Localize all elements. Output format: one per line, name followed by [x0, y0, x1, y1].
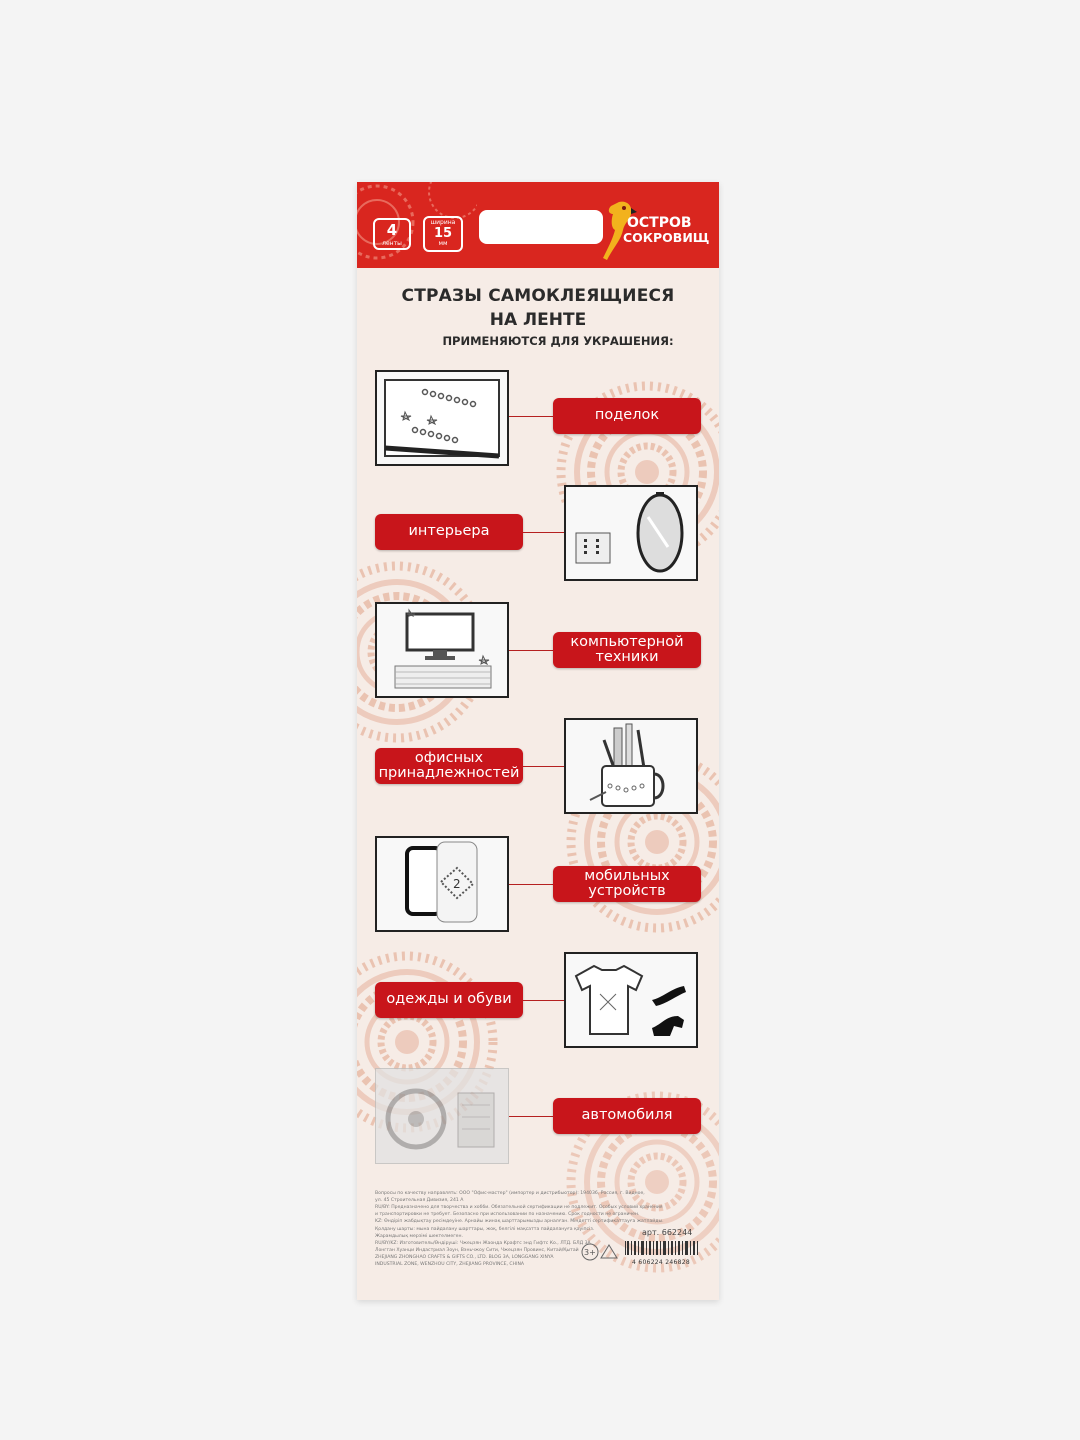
fine-print-line: Вопросы по качеству направлять: ООО "Офис-мастер" (импортер и дистрибьютор): 194036, Россия, г. Видное, — [375, 1191, 645, 1196]
width-caption: ширина — [430, 219, 456, 226]
use-label-interior: интерьера — [375, 514, 523, 550]
product-card — [357, 182, 719, 1300]
mobile-image — [375, 836, 509, 932]
interior-image — [564, 485, 698, 581]
ribbons-unit: ленты — [382, 240, 402, 247]
fine-print-line: и транспортировки не требует. Безопасно при использовании по назначению. Срок годности не ограничен. — [375, 1212, 640, 1218]
fine-print-line: RU/BY: Предназначено для творчества и хобби. Обязательной сертификации не подлежит. Особых условий хранения — [375, 1205, 663, 1211]
connector-line — [509, 650, 553, 651]
brand-name-line2: СОКРОВИЩ — [623, 230, 710, 245]
connector-line — [509, 1116, 553, 1117]
product-title-line2: НА ЛЕНТЕ — [489, 310, 587, 330]
top-band — [357, 182, 719, 268]
barcode — [623, 1240, 699, 1266]
connector-line — [509, 416, 553, 417]
connector-line — [523, 532, 565, 533]
ribbons-count-badge — [373, 218, 411, 250]
connector-line — [523, 1000, 565, 1001]
clothes-image — [564, 952, 698, 1048]
fine-print-line: INDUSTRIAL ZONE, WENZHOU CITY, ZHEJIANG PROVINCE, CHINA — [375, 1262, 525, 1268]
car-image — [375, 1068, 509, 1164]
connector-line — [523, 766, 565, 767]
brand-name-line1: ОСТРОВ — [627, 215, 692, 231]
connector-line — [509, 884, 553, 885]
age-mark: 3+ — [584, 1248, 596, 1257]
article-number: арт. 662244 — [642, 1228, 693, 1237]
fine-print-line: Жарамдылық мерзімі шектелмеген. — [375, 1233, 463, 1239]
fine-print-line: RU/BY/KZ: Изготовитель/Өндіруші: Чжецзян Жаонда Крафтс энд Гифтс Ко., ЛТД. БЛД 3А — [375, 1240, 591, 1246]
use-label-office: офисных принадлежностей — [375, 748, 523, 784]
band-label-window — [479, 210, 603, 244]
use-label-mobile: мобильных устройств — [553, 866, 701, 902]
use-label-computer: компьютерной техники — [553, 632, 701, 668]
brand-logo — [597, 194, 717, 264]
width-unit: мм — [438, 240, 448, 247]
office-image — [564, 718, 698, 814]
use-label-crafts: поделок — [553, 398, 701, 434]
use-label-car: автомобиля — [553, 1098, 701, 1134]
fine-print-line: Лонгган Хуанци Индастриал Зоун, Вэньчжоу Сити, Чжецзян Провинс, Китай/Қытай — [375, 1247, 579, 1253]
use-label-clothes: одежды и обуви — [375, 982, 523, 1018]
fine-print-line: ул. 45 Строительная Дивизия, 241 А — [375, 1198, 464, 1204]
svg-text:2: 2 — [453, 877, 461, 891]
notebook-image — [375, 370, 509, 466]
width-badge — [423, 216, 463, 252]
fine-print-line: Қолдану шарты: мына пайдалану шарттары, жоқ, белгілі мақсатта пайдалануға қауіпсіз. — [375, 1226, 595, 1232]
fine-print-line: ZHEJIANG ZHONGHAO CRAFTS & GIFTS CO., LTD. BLOG 3A, LONGGANG XINYA — [375, 1254, 554, 1260]
width-value: 15 — [433, 226, 453, 241]
product-title-line1: СТРАЗЫ САМОКЛЕЯЩИЕСЯ — [401, 286, 675, 306]
usage-heading: ПРИМЕНЯЮТСЯ ДЛЯ УКРАШЕНИЯ: — [442, 334, 674, 348]
barcode-digits: 4 606224 246828 — [632, 1259, 690, 1266]
computer-image — [375, 602, 509, 698]
fine-print-line: KZ: Өндіріп жабдықтау ресімдеуіне. Арнайы жинақ шарттарымызды арналған. Міндетті сертификаттауға жатпайды. — [375, 1219, 664, 1225]
ribbons-count: 4 — [386, 221, 398, 239]
compliance-icons — [581, 1242, 621, 1266]
